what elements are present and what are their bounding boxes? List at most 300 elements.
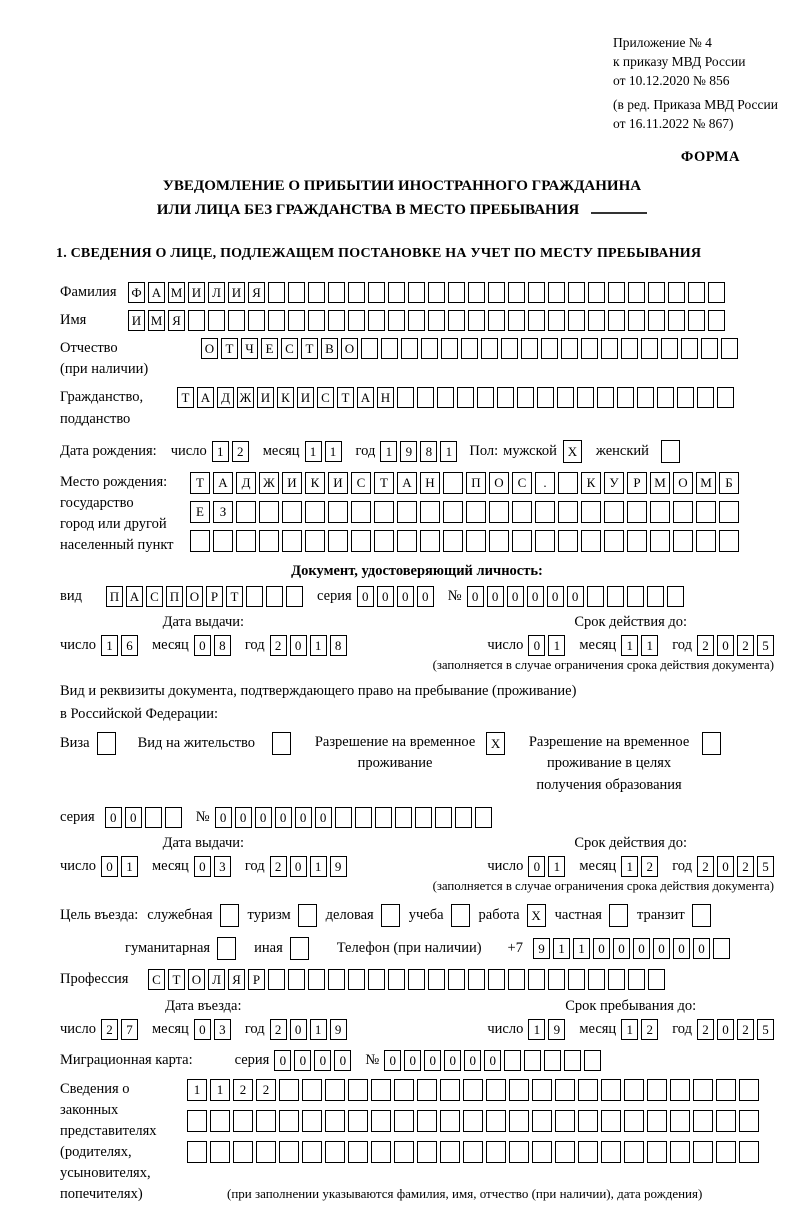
form-cell[interactable] bbox=[302, 1141, 322, 1163]
form-cell[interactable]: И bbox=[257, 387, 274, 408]
form-cell[interactable]: 0 bbox=[484, 1050, 501, 1071]
form-cell[interactable]: 3 bbox=[214, 1019, 231, 1040]
form-cell[interactable] bbox=[236, 501, 256, 523]
form-cell[interactable]: 1 bbox=[310, 635, 327, 656]
form-cell[interactable]: Р bbox=[248, 969, 265, 990]
form-cell[interactable]: 2 bbox=[697, 856, 714, 877]
form-cell[interactable] bbox=[528, 310, 545, 331]
stay-until-year-cells[interactable] bbox=[697, 1019, 774, 1040]
form-cell[interactable] bbox=[693, 1110, 713, 1132]
form-cell[interactable] bbox=[677, 387, 694, 408]
form-cell[interactable] bbox=[233, 1110, 253, 1132]
representatives-cells-row3[interactable] bbox=[187, 1141, 759, 1163]
form-cell[interactable] bbox=[489, 530, 509, 552]
form-cell[interactable]: О bbox=[673, 472, 693, 494]
form-cell[interactable] bbox=[693, 1079, 713, 1101]
representatives-cells-row2[interactable] bbox=[187, 1110, 759, 1132]
form-cell[interactable]: 0 bbox=[527, 586, 544, 607]
form-cell[interactable] bbox=[290, 937, 309, 960]
form-cell[interactable] bbox=[578, 1079, 598, 1101]
form-cell[interactable] bbox=[739, 1079, 759, 1101]
form-cell[interactable] bbox=[448, 310, 465, 331]
form-cell[interactable] bbox=[693, 1141, 713, 1163]
form-cell[interactable] bbox=[428, 282, 445, 303]
form-cell[interactable] bbox=[628, 282, 645, 303]
form-cell[interactable] bbox=[268, 969, 285, 990]
residence-permit-checkbox[interactable] bbox=[272, 732, 291, 755]
form-cell[interactable] bbox=[528, 969, 545, 990]
form-cell[interactable] bbox=[481, 338, 498, 359]
form-cell[interactable] bbox=[394, 1079, 414, 1101]
form-cell[interactable] bbox=[557, 387, 574, 408]
form-cell[interactable]: 1 bbox=[305, 441, 322, 462]
form-cell[interactable] bbox=[187, 1141, 207, 1163]
form-cell[interactable]: 1 bbox=[621, 856, 638, 877]
entry-day-cells[interactable] bbox=[101, 1019, 138, 1040]
form-cell[interactable] bbox=[325, 1110, 345, 1132]
form-cell[interactable]: 1 bbox=[548, 856, 565, 877]
form-cell[interactable] bbox=[308, 282, 325, 303]
birthplace-cells-row1[interactable] bbox=[190, 472, 739, 494]
visa-checkbox[interactable] bbox=[97, 732, 116, 755]
form-cell[interactable] bbox=[381, 338, 398, 359]
form-cell[interactable]: И bbox=[228, 282, 245, 303]
form-cell[interactable]: 2 bbox=[101, 1019, 118, 1040]
form-cell[interactable] bbox=[701, 338, 718, 359]
form-cell[interactable] bbox=[517, 387, 534, 408]
form-cell[interactable] bbox=[448, 282, 465, 303]
form-cell[interactable]: 0 bbox=[194, 1019, 211, 1040]
form-cell[interactable] bbox=[713, 938, 730, 959]
form-cell[interactable] bbox=[256, 1141, 276, 1163]
form-cell[interactable] bbox=[716, 1141, 736, 1163]
form-cell[interactable] bbox=[488, 282, 505, 303]
form-cell[interactable] bbox=[708, 282, 725, 303]
form-cell[interactable]: 9 bbox=[400, 441, 417, 462]
form-cell[interactable] bbox=[673, 501, 693, 523]
form-cell[interactable]: С bbox=[351, 472, 371, 494]
form-cell[interactable] bbox=[468, 282, 485, 303]
form-cell[interactable]: Р bbox=[627, 472, 647, 494]
form-cell[interactable] bbox=[401, 338, 418, 359]
form-cell[interactable] bbox=[302, 1110, 322, 1132]
form-cell[interactable]: 0 bbox=[255, 807, 272, 828]
form-cell[interactable] bbox=[641, 338, 658, 359]
form-cell[interactable] bbox=[501, 338, 518, 359]
form-cell[interactable]: М bbox=[650, 472, 670, 494]
form-cell[interactable] bbox=[375, 807, 392, 828]
form-cell[interactable]: 0 bbox=[295, 807, 312, 828]
form-cell[interactable] bbox=[564, 1050, 581, 1071]
form-cell[interactable] bbox=[187, 1110, 207, 1132]
form-cell[interactable]: Б bbox=[719, 472, 739, 494]
form-cell[interactable] bbox=[351, 530, 371, 552]
stay-until-month-cells[interactable] bbox=[621, 1019, 658, 1040]
form-cell[interactable] bbox=[210, 1141, 230, 1163]
identity-series-cells[interactable] bbox=[357, 586, 434, 607]
purpose-study-checkbox[interactable] bbox=[451, 904, 470, 927]
form-cell[interactable] bbox=[288, 969, 305, 990]
form-cell[interactable] bbox=[608, 310, 625, 331]
form-cell[interactable]: 1 bbox=[528, 1019, 545, 1040]
form-cell[interactable]: 2 bbox=[697, 1019, 714, 1040]
birthplace-cells-row3[interactable] bbox=[190, 530, 739, 552]
form-cell[interactable] bbox=[305, 530, 325, 552]
firstname-cells[interactable] bbox=[128, 310, 725, 331]
form-cell[interactable] bbox=[371, 1110, 391, 1132]
form-cell[interactable] bbox=[548, 969, 565, 990]
form-cell[interactable] bbox=[443, 472, 463, 494]
form-cell[interactable] bbox=[628, 969, 645, 990]
form-cell[interactable]: 1 bbox=[548, 635, 565, 656]
form-cell[interactable] bbox=[508, 310, 525, 331]
identity-issue-day-cells[interactable] bbox=[101, 635, 138, 656]
birth-month-cells[interactable] bbox=[305, 441, 342, 462]
form-cell[interactable] bbox=[328, 530, 348, 552]
form-cell[interactable] bbox=[441, 338, 458, 359]
form-cell[interactable] bbox=[272, 732, 291, 755]
form-cell[interactable] bbox=[443, 501, 463, 523]
form-cell[interactable]: С bbox=[317, 387, 334, 408]
form-cell[interactable] bbox=[486, 1110, 506, 1132]
form-cell[interactable]: А bbox=[397, 472, 417, 494]
form-cell[interactable] bbox=[417, 387, 434, 408]
form-cell[interactable] bbox=[581, 501, 601, 523]
form-cell[interactable]: 0 bbox=[717, 635, 734, 656]
form-cell[interactable]: Т bbox=[226, 586, 243, 607]
form-cell[interactable] bbox=[647, 1141, 667, 1163]
form-cell[interactable] bbox=[368, 310, 385, 331]
male-checkbox[interactable] bbox=[563, 440, 582, 463]
form-cell[interactable] bbox=[308, 969, 325, 990]
purpose-private-checkbox[interactable] bbox=[609, 904, 628, 927]
form-cell[interactable]: 1 bbox=[210, 1079, 230, 1101]
form-cell[interactable] bbox=[692, 904, 711, 927]
form-cell[interactable] bbox=[716, 1079, 736, 1101]
form-cell[interactable]: 0 bbox=[194, 635, 211, 656]
form-cell[interactable]: 2 bbox=[737, 635, 754, 656]
patronymic-cells[interactable] bbox=[201, 338, 738, 359]
form-cell[interactable] bbox=[220, 904, 239, 927]
representatives-cells-row1[interactable] bbox=[187, 1079, 759, 1101]
form-cell[interactable] bbox=[256, 1110, 276, 1132]
form-cell[interactable] bbox=[97, 732, 116, 755]
form-cell[interactable]: 7 bbox=[121, 1019, 138, 1040]
form-cell[interactable]: 0 bbox=[404, 1050, 421, 1071]
form-cell[interactable] bbox=[624, 1141, 644, 1163]
identity-number-cells[interactable] bbox=[467, 586, 684, 607]
form-cell[interactable] bbox=[719, 530, 739, 552]
form-cell[interactable] bbox=[328, 282, 345, 303]
form-cell[interactable] bbox=[488, 969, 505, 990]
form-cell[interactable]: 2 bbox=[233, 1079, 253, 1101]
form-cell[interactable]: Т bbox=[177, 387, 194, 408]
form-cell[interactable]: 1 bbox=[641, 635, 658, 656]
form-cell[interactable] bbox=[702, 732, 721, 755]
form-cell[interactable]: 1 bbox=[573, 938, 590, 959]
form-cell[interactable]: 2 bbox=[641, 856, 658, 877]
form-cell[interactable] bbox=[477, 387, 494, 408]
form-cell[interactable] bbox=[228, 310, 245, 331]
form-cell[interactable] bbox=[584, 1050, 601, 1071]
form-cell[interactable] bbox=[305, 501, 325, 523]
form-cell[interactable]: 0 bbox=[633, 938, 650, 959]
form-cell[interactable] bbox=[486, 1079, 506, 1101]
form-cell[interactable] bbox=[457, 387, 474, 408]
form-cell[interactable] bbox=[535, 501, 555, 523]
identity-valid-month-cells[interactable] bbox=[621, 635, 658, 656]
form-cell[interactable] bbox=[381, 904, 400, 927]
form-cell[interactable]: 0 bbox=[693, 938, 710, 959]
form-cell[interactable] bbox=[468, 969, 485, 990]
form-cell[interactable] bbox=[601, 1079, 621, 1101]
form-cell[interactable]: Н bbox=[377, 387, 394, 408]
form-cell[interactable]: 0 bbox=[417, 586, 434, 607]
form-cell[interactable] bbox=[463, 1079, 483, 1101]
form-cell[interactable]: 0 bbox=[275, 807, 292, 828]
form-cell[interactable] bbox=[521, 338, 538, 359]
form-cell[interactable] bbox=[259, 501, 279, 523]
form-cell[interactable] bbox=[190, 530, 210, 552]
form-cell[interactable]: 5 bbox=[757, 635, 774, 656]
form-cell[interactable] bbox=[417, 1141, 437, 1163]
form-cell[interactable]: Я bbox=[228, 969, 245, 990]
form-cell[interactable] bbox=[509, 1079, 529, 1101]
form-cell[interactable] bbox=[668, 282, 685, 303]
form-cell[interactable]: П bbox=[466, 472, 486, 494]
form-cell[interactable] bbox=[351, 501, 371, 523]
residence-valid-day-cells[interactable] bbox=[528, 856, 565, 877]
form-cell[interactable]: 1 bbox=[553, 938, 570, 959]
form-cell[interactable] bbox=[535, 530, 555, 552]
form-cell[interactable] bbox=[609, 904, 628, 927]
form-cell[interactable]: 0 bbox=[125, 807, 142, 828]
form-cell[interactable] bbox=[355, 807, 372, 828]
form-cell[interactable]: Е bbox=[190, 501, 210, 523]
form-cell[interactable] bbox=[208, 310, 225, 331]
form-cell[interactable] bbox=[581, 530, 601, 552]
purpose-official-checkbox[interactable] bbox=[220, 904, 239, 927]
form-cell[interactable] bbox=[233, 1141, 253, 1163]
form-cell[interactable] bbox=[719, 501, 739, 523]
entry-month-cells[interactable] bbox=[194, 1019, 231, 1040]
form-cell[interactable]: 0 bbox=[487, 586, 504, 607]
residence-issue-day-cells[interactable] bbox=[101, 856, 138, 877]
form-cell[interactable]: А bbox=[357, 387, 374, 408]
form-cell[interactable] bbox=[475, 807, 492, 828]
form-cell[interactable]: 1 bbox=[310, 856, 327, 877]
form-cell[interactable]: К bbox=[305, 472, 325, 494]
form-cell[interactable] bbox=[588, 282, 605, 303]
form-cell[interactable] bbox=[268, 282, 285, 303]
form-cell[interactable]: М bbox=[696, 472, 716, 494]
form-cell[interactable]: И bbox=[328, 472, 348, 494]
form-cell[interactable]: 0 bbox=[653, 938, 670, 959]
form-cell[interactable] bbox=[348, 1079, 368, 1101]
phone-cells[interactable] bbox=[533, 938, 730, 959]
form-cell[interactable] bbox=[408, 282, 425, 303]
form-cell[interactable] bbox=[282, 530, 302, 552]
form-cell[interactable]: Т bbox=[301, 338, 318, 359]
form-cell[interactable] bbox=[428, 310, 445, 331]
form-cell[interactable]: 0 bbox=[567, 586, 584, 607]
form-cell[interactable] bbox=[577, 387, 594, 408]
purpose-other-checkbox[interactable] bbox=[290, 937, 309, 960]
form-cell[interactable] bbox=[548, 282, 565, 303]
form-cell[interactable]: 2 bbox=[737, 856, 754, 877]
form-cell[interactable] bbox=[508, 969, 525, 990]
form-cell[interactable]: М bbox=[168, 282, 185, 303]
form-cell[interactable] bbox=[647, 586, 664, 607]
form-cell[interactable] bbox=[335, 807, 352, 828]
form-cell[interactable] bbox=[325, 1079, 345, 1101]
form-cell[interactable] bbox=[279, 1110, 299, 1132]
form-cell[interactable]: 6 bbox=[121, 635, 138, 656]
form-cell[interactable] bbox=[489, 501, 509, 523]
form-cell[interactable] bbox=[302, 1079, 322, 1101]
form-cell[interactable] bbox=[688, 282, 705, 303]
form-cell[interactable]: 0 bbox=[105, 807, 122, 828]
form-cell[interactable]: И bbox=[282, 472, 302, 494]
form-cell[interactable] bbox=[397, 501, 417, 523]
form-cell[interactable]: 0 bbox=[384, 1050, 401, 1071]
form-cell[interactable]: О bbox=[201, 338, 218, 359]
form-cell[interactable]: Т bbox=[190, 472, 210, 494]
identity-valid-day-cells[interactable] bbox=[528, 635, 565, 656]
form-cell[interactable]: 0 bbox=[467, 586, 484, 607]
form-cell[interactable] bbox=[348, 1141, 368, 1163]
temp-residence-checkbox[interactable] bbox=[486, 732, 505, 755]
form-cell[interactable] bbox=[601, 1141, 621, 1163]
form-cell[interactable] bbox=[601, 338, 618, 359]
form-cell[interactable] bbox=[415, 807, 432, 828]
form-cell[interactable] bbox=[394, 1141, 414, 1163]
form-cell[interactable]: Т bbox=[221, 338, 238, 359]
form-cell[interactable] bbox=[466, 501, 486, 523]
form-cell[interactable]: О bbox=[489, 472, 509, 494]
form-cell[interactable] bbox=[670, 1110, 690, 1132]
form-cell[interactable]: 2 bbox=[697, 635, 714, 656]
form-cell[interactable] bbox=[558, 472, 578, 494]
form-cell[interactable] bbox=[624, 1110, 644, 1132]
form-cell[interactable]: И bbox=[128, 310, 145, 331]
form-cell[interactable] bbox=[708, 310, 725, 331]
form-cell[interactable]: Т bbox=[337, 387, 354, 408]
form-cell[interactable]: 1 bbox=[621, 1019, 638, 1040]
form-cell[interactable]: 0 bbox=[528, 635, 545, 656]
form-cell[interactable] bbox=[647, 1110, 667, 1132]
form-cell[interactable]: Ч bbox=[241, 338, 258, 359]
form-cell[interactable]: Ф bbox=[128, 282, 145, 303]
form-cell[interactable]: 5 bbox=[757, 856, 774, 877]
form-cell[interactable] bbox=[420, 530, 440, 552]
form-cell[interactable]: П bbox=[106, 586, 123, 607]
form-cell[interactable] bbox=[739, 1141, 759, 1163]
form-cell[interactable] bbox=[627, 530, 647, 552]
form-cell[interactable] bbox=[435, 807, 452, 828]
form-cell[interactable] bbox=[716, 1110, 736, 1132]
form-cell[interactable]: 0 bbox=[294, 1050, 311, 1071]
form-cell[interactable]: И bbox=[188, 282, 205, 303]
form-cell[interactable] bbox=[647, 1079, 667, 1101]
form-cell[interactable] bbox=[717, 387, 734, 408]
form-cell[interactable] bbox=[395, 807, 412, 828]
form-cell[interactable] bbox=[286, 586, 303, 607]
form-cell[interactable]: М bbox=[148, 310, 165, 331]
form-cell[interactable]: 1 bbox=[101, 635, 118, 656]
form-cell[interactable]: 0 bbox=[315, 807, 332, 828]
form-cell[interactable] bbox=[420, 501, 440, 523]
form-cell[interactable] bbox=[568, 969, 585, 990]
identity-issue-year-cells[interactable] bbox=[270, 635, 347, 656]
form-cell[interactable] bbox=[328, 969, 345, 990]
form-cell[interactable] bbox=[558, 501, 578, 523]
form-cell[interactable] bbox=[608, 282, 625, 303]
form-cell[interactable] bbox=[288, 310, 305, 331]
form-cell[interactable] bbox=[348, 282, 365, 303]
form-cell[interactable] bbox=[544, 1050, 561, 1071]
form-cell[interactable] bbox=[555, 1079, 575, 1101]
form-cell[interactable]: 8 bbox=[330, 635, 347, 656]
form-cell[interactable]: Я bbox=[168, 310, 185, 331]
form-cell[interactable]: Я bbox=[248, 282, 265, 303]
form-cell[interactable] bbox=[650, 501, 670, 523]
form-cell[interactable] bbox=[548, 310, 565, 331]
form-cell[interactable] bbox=[328, 310, 345, 331]
form-cell[interactable] bbox=[374, 501, 394, 523]
form-cell[interactable]: X bbox=[527, 904, 546, 927]
stay-until-day-cells[interactable] bbox=[528, 1019, 565, 1040]
residence-valid-year-cells[interactable] bbox=[697, 856, 774, 877]
residence-series-cells[interactable] bbox=[105, 807, 182, 828]
form-cell[interactable]: 0 bbox=[673, 938, 690, 959]
profession-cells[interactable] bbox=[148, 969, 665, 990]
form-cell[interactable]: 0 bbox=[444, 1050, 461, 1071]
form-cell[interactable] bbox=[448, 969, 465, 990]
form-cell[interactable] bbox=[397, 530, 417, 552]
form-cell[interactable] bbox=[696, 501, 716, 523]
form-cell[interactable] bbox=[661, 338, 678, 359]
form-cell[interactable] bbox=[371, 1141, 391, 1163]
form-cell[interactable]: 0 bbox=[613, 938, 630, 959]
form-cell[interactable] bbox=[328, 501, 348, 523]
form-cell[interactable] bbox=[463, 1110, 483, 1132]
residence-number-cells[interactable] bbox=[215, 807, 492, 828]
form-cell[interactable]: 9 bbox=[533, 938, 550, 959]
form-cell[interactable]: 0 bbox=[215, 807, 232, 828]
form-cell[interactable] bbox=[668, 310, 685, 331]
form-cell[interactable] bbox=[648, 282, 665, 303]
form-cell[interactable] bbox=[670, 1079, 690, 1101]
form-cell[interactable]: 9 bbox=[330, 1019, 347, 1040]
form-cell[interactable] bbox=[394, 1110, 414, 1132]
form-cell[interactable] bbox=[421, 338, 438, 359]
form-cell[interactable] bbox=[461, 338, 478, 359]
form-cell[interactable] bbox=[486, 1141, 506, 1163]
form-cell[interactable] bbox=[468, 310, 485, 331]
form-cell[interactable] bbox=[217, 937, 236, 960]
identity-kind-cells[interactable] bbox=[106, 586, 303, 607]
female-checkbox[interactable] bbox=[661, 440, 680, 463]
form-cell[interactable] bbox=[588, 969, 605, 990]
form-cell[interactable]: Р bbox=[206, 586, 223, 607]
form-cell[interactable]: О bbox=[341, 338, 358, 359]
form-cell[interactable]: 0 bbox=[397, 586, 414, 607]
form-cell[interactable] bbox=[248, 310, 265, 331]
form-cell[interactable] bbox=[739, 1110, 759, 1132]
form-cell[interactable]: 1 bbox=[380, 441, 397, 462]
form-cell[interactable] bbox=[648, 310, 665, 331]
